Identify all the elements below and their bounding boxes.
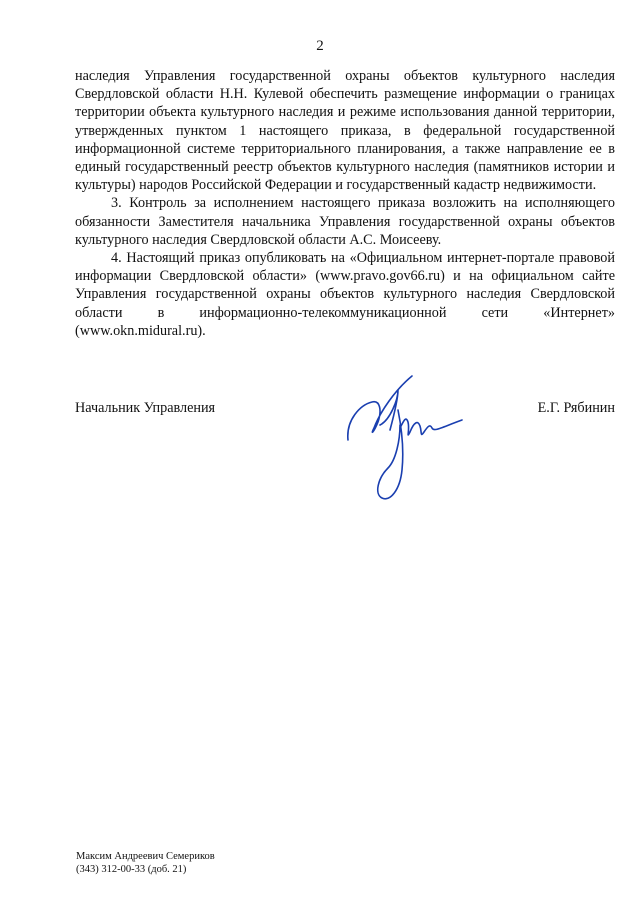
signer-position: Начальник Управления (75, 400, 216, 416)
page-number: 2 (316, 38, 324, 54)
executor-name: Максим Андреевич Семериков (76, 851, 215, 862)
executor-info (76, 850, 215, 876)
paragraph-continuation: наследия Управления государственной охраны объектов культурного наследия Свердловской области Н.Н. Кулевой обеспечить размещение информации о границах территории объекта культурного наследия и режиме использования данной территории, утвержденных пунктом 1 настоящего приказа, в федеральной государственной информационной системе территориального планирования, а также направление ее в единый государственный реестр объектов культурного наследия (памятников истории и культуры) народов Российской Федерации и государственный кадастр недвижимости. (75, 68, 615, 194)
body-text (75, 67, 615, 340)
paragraph-4: 4. Настоящий приказ опубликовать на «Официальном интернет-портале правовой информации Свердловской области» (www.pravo.gov66.ru) и на официальном сайте Управления государственной охраны объектов культурного наследия Свердловской области в информационно-телекоммуникационной сети «Интернет» (www.okn.midural.ru). (75, 250, 615, 339)
handwritten-signature (340, 370, 470, 510)
signer-name: Е.Г. Рябинин (537, 400, 615, 416)
executor-phone: (343) 312-00-33 (доб. 21) (76, 864, 187, 875)
paragraph-3: 3. Контроль за исполнением настоящего приказа возложить на исполняющего обязанности Заместителя начальника Управления государственной охраны объектов культурного наследия Свердловской области А.С. Моисееву. (75, 195, 615, 248)
